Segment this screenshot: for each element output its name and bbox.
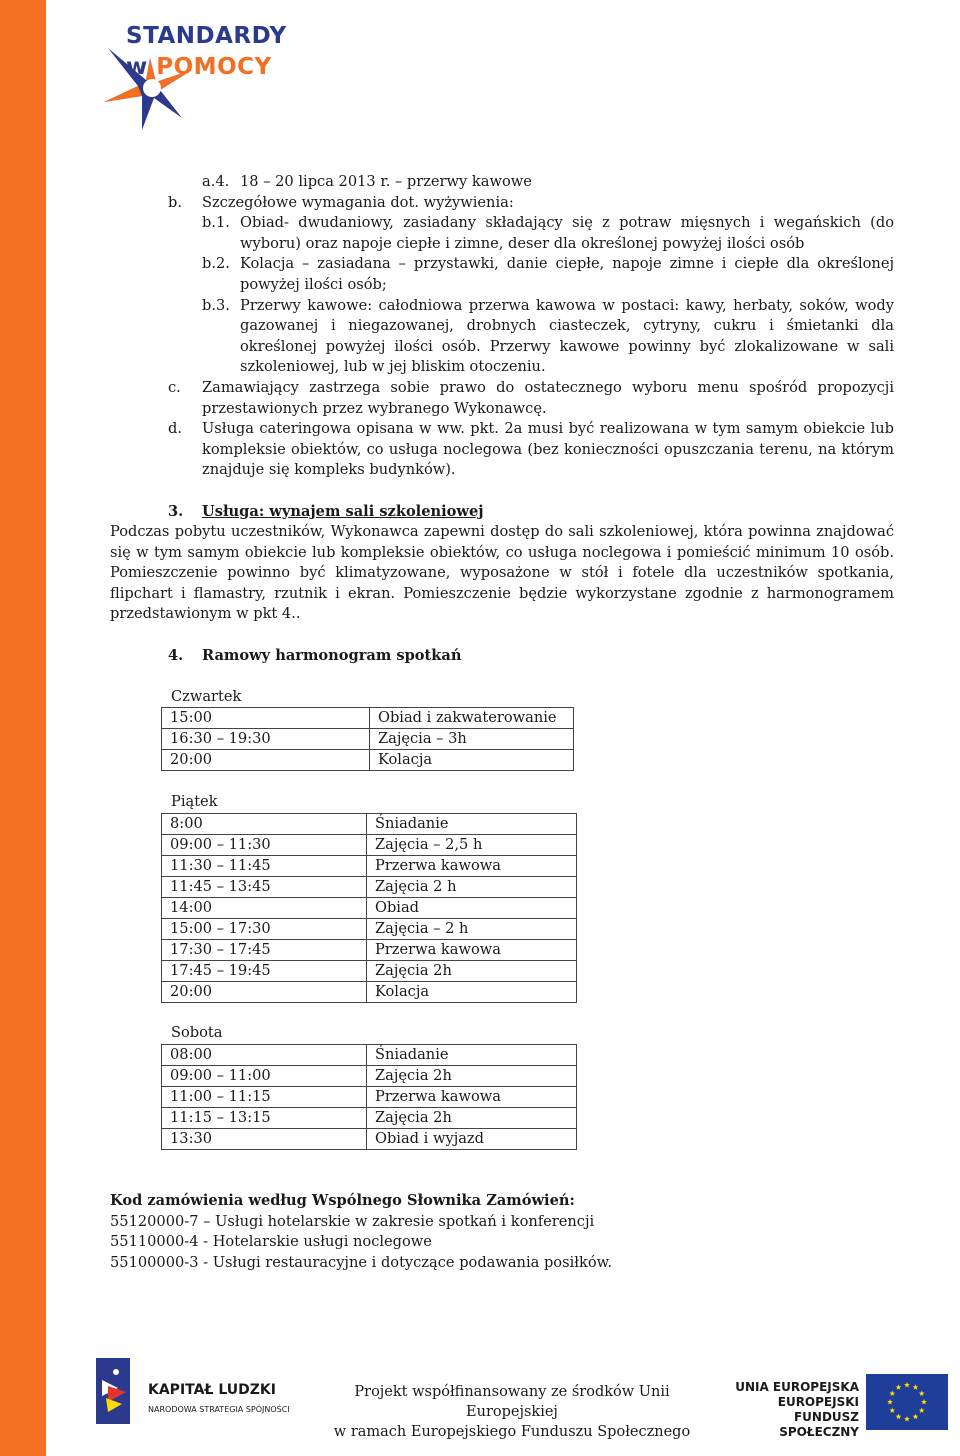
time-cell: 09:00 – 11:00 (162, 1065, 367, 1086)
time-cell: 17:45 – 19:45 (162, 960, 367, 981)
cofinancing-note (322, 1382, 702, 1442)
time-cell: 16:30 – 19:30 (162, 729, 370, 750)
cpv-code: 55100000-3 - Usługi restauracyjne i dotyczące podawania posiłków. (110, 1253, 613, 1271)
activity-cell: Obiad i wyjazd (367, 1128, 577, 1149)
list-text: 18 – 20 lipca 2013 r. – przerwy kawowe (240, 173, 532, 190)
table-row (162, 981, 577, 1002)
cofinancing-line: w ramach Europejskiego Funduszu Społecznego (333, 1424, 691, 1440)
table-row (162, 729, 574, 750)
activity-cell: Śniadanie (367, 813, 577, 834)
day-friday (161, 792, 894, 1003)
eu-label-line: UNIA EUROPEJSKA (735, 1380, 859, 1394)
activity-cell: Przerwa kawowa (367, 1086, 577, 1107)
table-row (162, 960, 577, 981)
list-item (110, 213, 894, 254)
time-cell: 11:45 – 13:45 (162, 876, 367, 897)
time-cell: 15:00 (162, 708, 370, 729)
activity-cell: Przerwa kawowa (367, 855, 577, 876)
list-marker: b.3. (202, 296, 230, 314)
list-marker: b. (168, 193, 182, 211)
time-cell: 08:00 (162, 1044, 367, 1065)
time-cell: 09:00 – 11:30 (162, 834, 367, 855)
list-text: Kolacja – zasiadana – przystawki, danie ciepłe, napoje zimne i ciepłe dla określonej powyżej ilości osób; (240, 255, 894, 293)
section-title: Ramowy harmonogram spotkań (202, 646, 462, 664)
logo-wordmark-pomocy: POMOCY (156, 54, 272, 80)
activity-cell: Zajęcia – 3h (370, 729, 574, 750)
activity-cell: Śniadanie (367, 1044, 577, 1065)
day-saturday (161, 1023, 894, 1150)
list-marker: a.4. (202, 173, 230, 190)
table-row (162, 918, 577, 939)
table-row (162, 1128, 577, 1149)
list-marker: b.2. (202, 255, 230, 273)
list-text: Obiad- dwudaniowy, zasiadany składający się z potraw mięsnych i wegańskich (do wyboru) oraz napoje ciepłe i zimne, deser dla określonej powyżej ilości osób (240, 214, 894, 252)
kapital-ludzki-logo-icon (96, 1358, 140, 1424)
list-item (110, 254, 894, 295)
schedule (161, 687, 894, 1150)
table-row (162, 876, 577, 897)
orange-side-stripe (0, 0, 46, 1456)
cpv-code: 55120000-7 – Usługi hotelarskie w zakresie spotkań i konferencji (110, 1212, 595, 1230)
time-cell: 11:00 – 11:15 (162, 1086, 367, 1107)
list-marker: b.1. (202, 214, 230, 232)
activity-cell: Zajęcia 2h (367, 1065, 577, 1086)
activity-cell: Zajęcia – 2,5 h (367, 834, 577, 855)
table-row (162, 708, 574, 729)
time-cell: 13:30 (162, 1128, 367, 1149)
kapital-ludzki-subtitle: NARODOWA STRATEGIA SPÓJNOŚCI (148, 1405, 290, 1414)
activity-cell: Kolacja (367, 981, 577, 1002)
section-number: 3. (168, 502, 184, 520)
table-row (162, 750, 574, 771)
eu-label-line: EUROPEJSKI (777, 1395, 859, 1409)
time-cell: 15:00 – 17:30 (162, 918, 367, 939)
section-3-body: Podczas pobytu uczestników, Wykonawca zapewni dostęp do sali szkoleniowej, która powinna znajdować się w tym samym obiekcie lub kompleksie obiektów, co usługa noclegowa i pomieścić minimum 10 osób. Pomieszczenie powinno być klimatyzowane, wyposażone w stół i fotele dla uczestników spotkania, flipchart i flamastry, rzutnik i ekran. Pomieszczenie będzie wykorzystane zgodnie z harmonogramem przedstawionym w pkt 4.. (110, 523, 894, 623)
section-3-heading (110, 502, 894, 523)
logo-wordmark-line2 (126, 54, 272, 80)
list-text: Zamawiający zastrzega sobie prawo do ostatecznego wyboru menu spośród propozycji przestawionych przez wybranego Wykonawcę. (202, 378, 894, 417)
activity-cell: Zajęcia – 2 h (367, 918, 577, 939)
list-marker: c. (168, 378, 181, 396)
eu-fund-label (724, 1380, 859, 1440)
schedule-table-saturday (161, 1044, 577, 1150)
list-item (110, 172, 894, 193)
schedule-table-friday (161, 813, 577, 1003)
table-row (162, 1086, 577, 1107)
activity-cell: Zajęcia 2h (367, 960, 577, 981)
activity-cell: Przerwa kawowa (367, 939, 577, 960)
list-marker: d. (168, 420, 182, 438)
time-cell: 20:00 (162, 981, 367, 1002)
cofinancing-line: Projekt współfinansowany ze środków Unii Europejskiej (354, 1384, 670, 1420)
cpv-code: 55110000-4 - Hotelarskie usługi noclegowe (110, 1233, 432, 1251)
section-4-heading (110, 646, 894, 667)
table-row (162, 1107, 577, 1128)
table-row (162, 939, 577, 960)
activity-cell: Zajęcia 2h (367, 1107, 577, 1128)
table-row (162, 855, 577, 876)
list-item (110, 378, 894, 419)
day-name: Czwartek (171, 687, 242, 705)
day-name: Piątek (171, 793, 218, 811)
list-text: Usługa cateringowa opisana w ww. pkt. 2a musi być realizowana w tym samym obiekcie lub kompleksie obiektów, co usługa noclegowa (bez konieczności opuszczania terenu, na którym znajduje się kompleks budynków). (202, 420, 894, 479)
time-cell: 20:00 (162, 750, 370, 771)
eu-flag-icon (866, 1374, 948, 1430)
time-cell: 14:00 (162, 897, 367, 918)
section-number: 4. (168, 646, 184, 664)
list-item (110, 296, 894, 378)
cpv-title: Kod zamówienia według Wspólnego Słownika Zamówień: (110, 1192, 575, 1209)
time-cell: 11:30 – 11:45 (162, 855, 367, 876)
table-row (162, 834, 577, 855)
logo-wordmark-w: w (126, 54, 148, 80)
list-text: Przerwy kawowe: całodniowa przerwa kawowa w postaci: kawy, herbaty, soków, wody gazowanej i niegazowanej, drobnych ciasteczek, cytryny, cukru i śmietanki dla określonej powyżej ilości osób. Przerwy kawowe powinny być zlokalizowane w sali szkoleniowej, lub w jej bliskim otoczeniu. (240, 296, 894, 376)
table-row (162, 897, 577, 918)
table-row (162, 813, 577, 834)
table-row (162, 1044, 577, 1065)
day-thursday (161, 687, 894, 772)
time-cell: 17:30 – 17:45 (162, 939, 367, 960)
table-row (162, 1065, 577, 1086)
document-body (110, 172, 894, 1273)
day-name: Sobota (171, 1024, 223, 1042)
activity-cell: Zajęcia 2 h (367, 876, 577, 897)
eu-label-line: FUNDUSZ SPOŁECZNY (779, 1410, 859, 1439)
section-title: Usługa: wynajem sali szkoleniowej (202, 502, 484, 520)
time-cell: 11:15 – 13:15 (162, 1107, 367, 1128)
list-text: Szczegółowe wymagania dot. wyżywienia: (202, 193, 514, 211)
list-item (110, 193, 894, 214)
time-cell: 8:00 (162, 813, 367, 834)
footer (0, 1350, 960, 1440)
logo-wordmark-line1: STANDARDY (126, 23, 287, 49)
list-item (110, 419, 894, 481)
schedule-table-thursday (161, 707, 574, 771)
kapital-ludzki-title: KAPITAŁ LUDZKI (148, 1382, 276, 1398)
activity-cell: Kolacja (370, 750, 574, 771)
activity-cell: Obiad (367, 897, 577, 918)
activity-cell: Obiad i zakwaterowanie (370, 708, 574, 729)
